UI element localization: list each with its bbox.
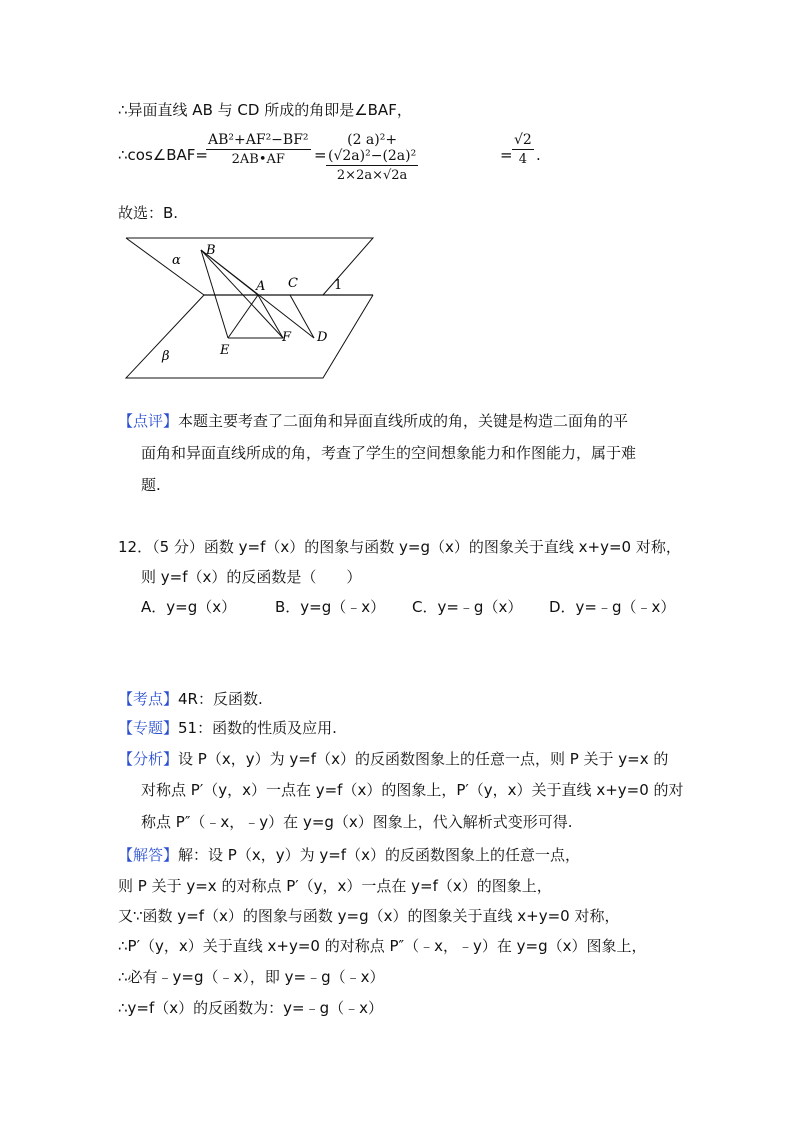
jieda-line-6: ∴y=f（x）的反函数为：y=﹣g（﹣x） — [118, 999, 383, 1017]
option-c: C．y=﹣g（x） — [412, 598, 523, 616]
jieda-text-1: 解：设 P（x，y）为 y=f（x）的反函数图象上的任意一点， — [178, 846, 580, 864]
segment-BD — [201, 250, 314, 338]
label-F: F — [282, 330, 292, 345]
equals-sign-2: = — [500, 146, 513, 164]
option-d: D．y=﹣g（﹣x） — [549, 598, 676, 616]
zhuanti-text: 51：函数的性质及应用. — [178, 719, 337, 737]
text-line-1: ∴异面直线 AB 与 CD 所成的角即是∠BAF， — [118, 101, 412, 119]
fraction-2 — [326, 132, 418, 183]
fenxi-line-1 — [118, 749, 668, 769]
jieda-tag: 【解答】 — [118, 846, 179, 864]
label-E: E — [220, 343, 230, 358]
label-A: A — [256, 279, 266, 294]
fenxi-line-3: 称点 P″（﹣x，﹣y）在 y=g（x）图象上，代入解析式变形可得. — [141, 813, 573, 831]
label-D: D — [317, 330, 328, 345]
label-1: 1 — [334, 278, 343, 293]
review-line-1 — [118, 411, 628, 431]
fraction-1 — [206, 132, 311, 167]
jieda-line-4: ∴P′（y，x）关于直线 x+y=0 的对称点 P″（﹣x，﹣y）在 y=g（x）图象上， — [118, 937, 647, 955]
kaodian-text: 4R：反函数. — [178, 690, 263, 708]
zhuanti-line — [118, 718, 337, 738]
question-12-line-1: 12．（5 分）函数 y=f（x）的图象与函数 y=g（x）的图象关于直线 x+y=0 对称， — [118, 538, 681, 556]
fraction-3 — [512, 132, 534, 167]
kaodian-tag: 【考点】 — [118, 690, 179, 708]
jieda-line-3: 又∵函数 y=f（x）的图象与函数 y=g（x）的图象关于直线 x+y=0 对称， — [118, 907, 620, 925]
jieda-line-1 — [118, 845, 580, 865]
segment-BE — [201, 250, 228, 338]
cos-prefix: ∴cos∠BAF= — [118, 146, 208, 164]
segment-BF — [201, 250, 283, 338]
review-line-3: 题. — [141, 476, 161, 494]
fraction-3-numerator: √2 — [514, 132, 532, 148]
review-tag: 【点评】 — [118, 412, 179, 430]
jieda-line-2: 则 P 关于 y=x 的对称点 P′（y，x）一点在 y=f（x）的图象上， — [118, 877, 552, 895]
fenxi-text-1: 设 P（x，y）为 y=f（x）的反函数图象上的任意一点，则 P 关于 y=x 的 — [178, 750, 669, 768]
segment-AE — [228, 295, 258, 338]
fraction-3-denominator: 4 — [518, 152, 528, 167]
zhuanti-tag: 【专题】 — [118, 719, 179, 737]
plane-alpha-edge — [126, 238, 204, 295]
segment-AF — [258, 295, 283, 338]
kaodian-line — [118, 689, 263, 709]
segment-CD — [290, 295, 314, 338]
fenxi-line-2: 对称点 P′（y，x）一点在 y=f（x）的图象上，P′（y，x）关于直线 x+y=0 的对 — [141, 781, 684, 799]
answer-line: 故选：B. — [118, 204, 179, 222]
dihedral-angle-figure — [118, 228, 396, 388]
review-line-2: 面角和异面直线所成的角，考查了学生的空间想象能力和作图能力，属于难 — [141, 444, 637, 462]
fraction-2-numerator: (2 a)²+(√2a)²−(2a)² — [328, 132, 417, 164]
option-b: B．y=g（﹣x） — [275, 598, 386, 616]
label-B: B — [206, 243, 216, 258]
fraction-1-denominator: 2AB•AF — [231, 152, 285, 167]
option-a: A．y=g（x） — [141, 598, 237, 616]
label-C: C — [288, 276, 298, 291]
fenxi-tag: 【分析】 — [118, 750, 179, 768]
review-text-1: 本题主要考查了二面角和异面直线所成的角，关键是构造二面角的平 — [178, 412, 629, 430]
equals-sign-1: = — [314, 146, 327, 164]
label-beta: β — [162, 349, 170, 364]
label-alpha: α — [172, 253, 181, 268]
fraction-2-denominator: 2×2a×√2a — [336, 168, 408, 183]
fraction-1-numerator: AB²+AF²−BF² — [208, 132, 309, 148]
jieda-line-5: ∴必有﹣y=g（﹣x），即 y=﹣g（﹣x） — [118, 968, 385, 986]
formula-period: . — [536, 146, 541, 164]
question-12-line-2: 则 y=f（x）的反函数是（ ） — [141, 568, 362, 586]
